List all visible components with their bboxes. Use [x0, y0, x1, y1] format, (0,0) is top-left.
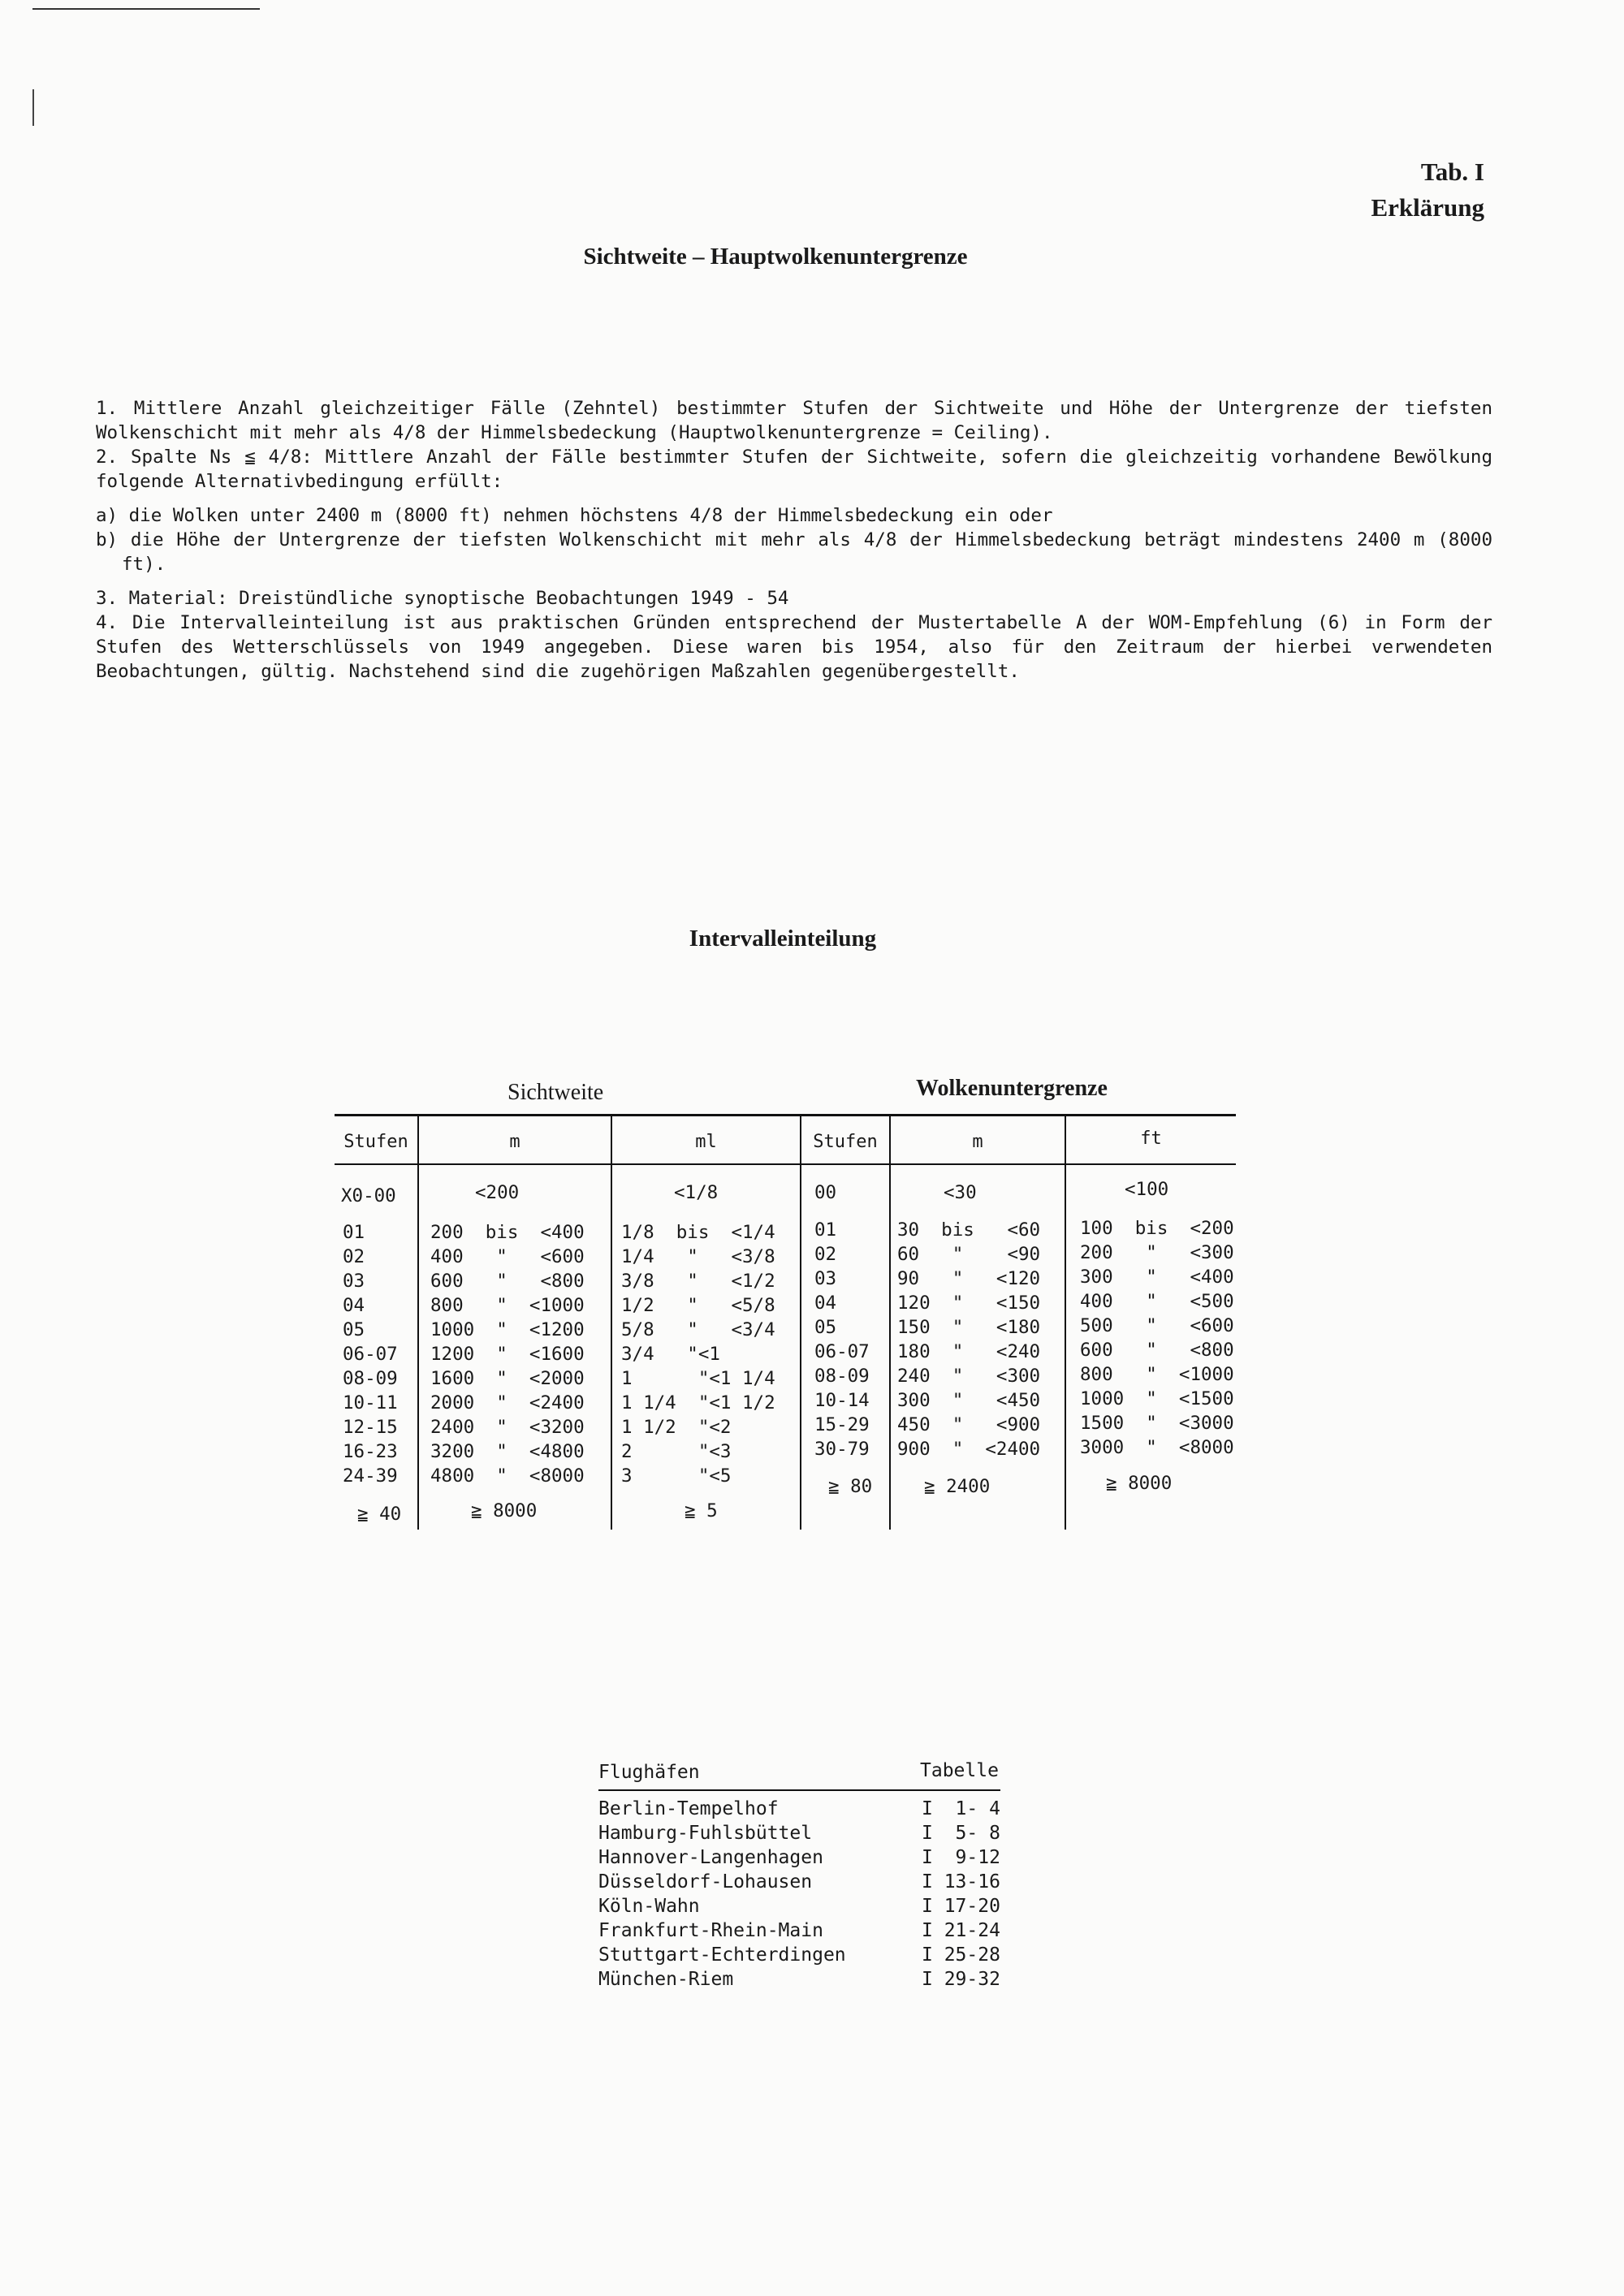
ceiling-m-column: 30 bis <60 60 " <90 90 " <120 120 " <150 150 " <180 180 " <240 240 " <300 300 " <450 450 " <900 900 " <2400 [897, 1219, 1041, 1460]
table-cell: ≧ 80 [828, 1476, 873, 1497]
scan-edge-mark [32, 89, 34, 126]
table-cell: <200 [475, 1182, 520, 1203]
page-title: Sichtweite – Hauptwolkenuntergrenze [583, 244, 968, 270]
note-2a: a) die Wolken unter 2400 m (8000 ft) nehmen höchstens 4/8 der Himmelsbedeckung ein oder [96, 505, 1053, 526]
column-divider [417, 1116, 419, 1530]
note-1: 1. Mittlere Anzahl gleichzeitiger Fälle (Zehntel) bestimmter Stufen der Sichtweite und Höhe der Untergrenze der tiefsten Wolkenschicht mit mehr als 4/8 der Himmelsbedeckung (Hauptwolkenuntergrenze = Ceiling). [96, 398, 1492, 443]
tab-number: Tab. I [1420, 158, 1484, 186]
header-m: m [509, 1132, 520, 1152]
header-m-2: m [972, 1132, 983, 1152]
column-divider [611, 1116, 612, 1530]
scan-edge-mark [32, 8, 260, 10]
table-cell: <1/8 [674, 1182, 719, 1203]
table-cell: ≧ 40 [357, 1504, 402, 1525]
table-number-list: I 1- 4 I 5- 8 I 9-12 I 13-16 I 17-20 I 21-24 I 25-28 I 29-32 [922, 1798, 1000, 1990]
ceiling-group-title: Wolkenuntergrenze [916, 1076, 1108, 1101]
note-4: 4. Die Intervalleinteilung ist aus praktischen Gründen entsprechend der Mustertabelle A der WOM-Empfehlung (6) in Form der Stufen des Wetterschlüssels von 1949 angegeben. Diese waren bis 1954, also für den Zeitraum der hierbei verwendeten Beobachtungen, gültig. Nachstehend sind die zugehörigen Maßzahlen gegenübergestellt. [96, 612, 1492, 682]
table-cell: ≧ 8000 [1106, 1473, 1173, 1494]
table-cell: ≧ 5 [685, 1500, 718, 1521]
table-cell: ≧ 8000 [471, 1500, 538, 1521]
table-cell: <30 [944, 1182, 977, 1203]
ceiling-stufen-column: 01 02 03 04 05 06-07 08-09 10-14 15-29 30-79 [814, 1219, 870, 1460]
header-ml: ml [695, 1132, 717, 1152]
note-3: 3. Material: Dreistündliche synoptische Beobachtungen 1949 - 54 [96, 588, 789, 609]
header-ft: ft [1140, 1129, 1162, 1149]
airport-header-rule [598, 1789, 1000, 1791]
interval-section-title: Intervalleinteilung [689, 926, 877, 952]
visibility-m-column: 200 bis <400 400 " <600 600 " <800 800 " <1000 1000 " <1200 1200 " <1600 1600 " <2000 2000 " <2400 2400 " <3200 3200 " <4800 4800 " <8000 [430, 1222, 585, 1487]
table-top-rule [335, 1114, 1236, 1116]
table-cell: X0-00 [341, 1185, 396, 1206]
airport-header: Flughäfen [598, 1762, 700, 1783]
note-2: 2. Spalte Ns ≦ 4/8: Mittlere Anzahl der Fälle bestimmter Stufen der Sichtweite, sofern die gleichzeitig vorhandene Bewölkung folgende Alternativbedingung erfüllt: [96, 447, 1492, 492]
visibility-stufen-column: 01 02 03 04 05 06-07 08-09 10-11 12-15 16-23 24-39 [343, 1222, 398, 1487]
explanation-notes [96, 396, 1492, 684]
table-cell: <100 [1125, 1179, 1169, 1200]
table-header: Tabelle [920, 1760, 999, 1781]
table-cell: 00 [814, 1182, 837, 1203]
column-divider [800, 1116, 801, 1530]
visibility-ml-column: 1/8 bis <1/4 1/4 " <3/8 3/8 " <1/2 1/2 " <5/8 5/8 " <3/4 3/4 "<1 1 "<1 1/4 1 1/4 "<1 1/2 1 1/2 "<2 2 "<3 3 "<5 [621, 1222, 775, 1487]
header-stufen-2: Stufen [813, 1132, 878, 1152]
note-2b: b) die Höhe der Untergrenze der tiefsten Wolkenschicht mit mehr als 4/8 der Himmelsbedeckung beträgt mindestens 2400 m (8000 ft). [96, 529, 1492, 575]
column-divider [889, 1116, 891, 1530]
ceiling-ft-column: 100 bis <200 200 " <300 300 " <400 400 " <500 500 " <600 600 " <800 800 " <1000 1000 " <1500 1500 " <3000 3000 " <8000 [1080, 1218, 1234, 1458]
explanation-heading: Erklärung [1371, 193, 1484, 222]
column-divider [1065, 1116, 1066, 1530]
table-label [1371, 154, 1484, 226]
header-stufen: Stufen [343, 1132, 408, 1152]
visibility-group-title: Sichtweite [508, 1080, 604, 1105]
airport-list: Berlin-Tempelhof Hamburg-Fuhlsbüttel Hannover-Langenhagen Düsseldorf-Lohausen Köln-Wahn Frankfurt-Rhein-Main Stuttgart-Echterdingen München-Riem [598, 1798, 846, 1990]
table-cell: ≧ 2400 [924, 1476, 991, 1497]
table-header-rule [335, 1163, 1236, 1165]
